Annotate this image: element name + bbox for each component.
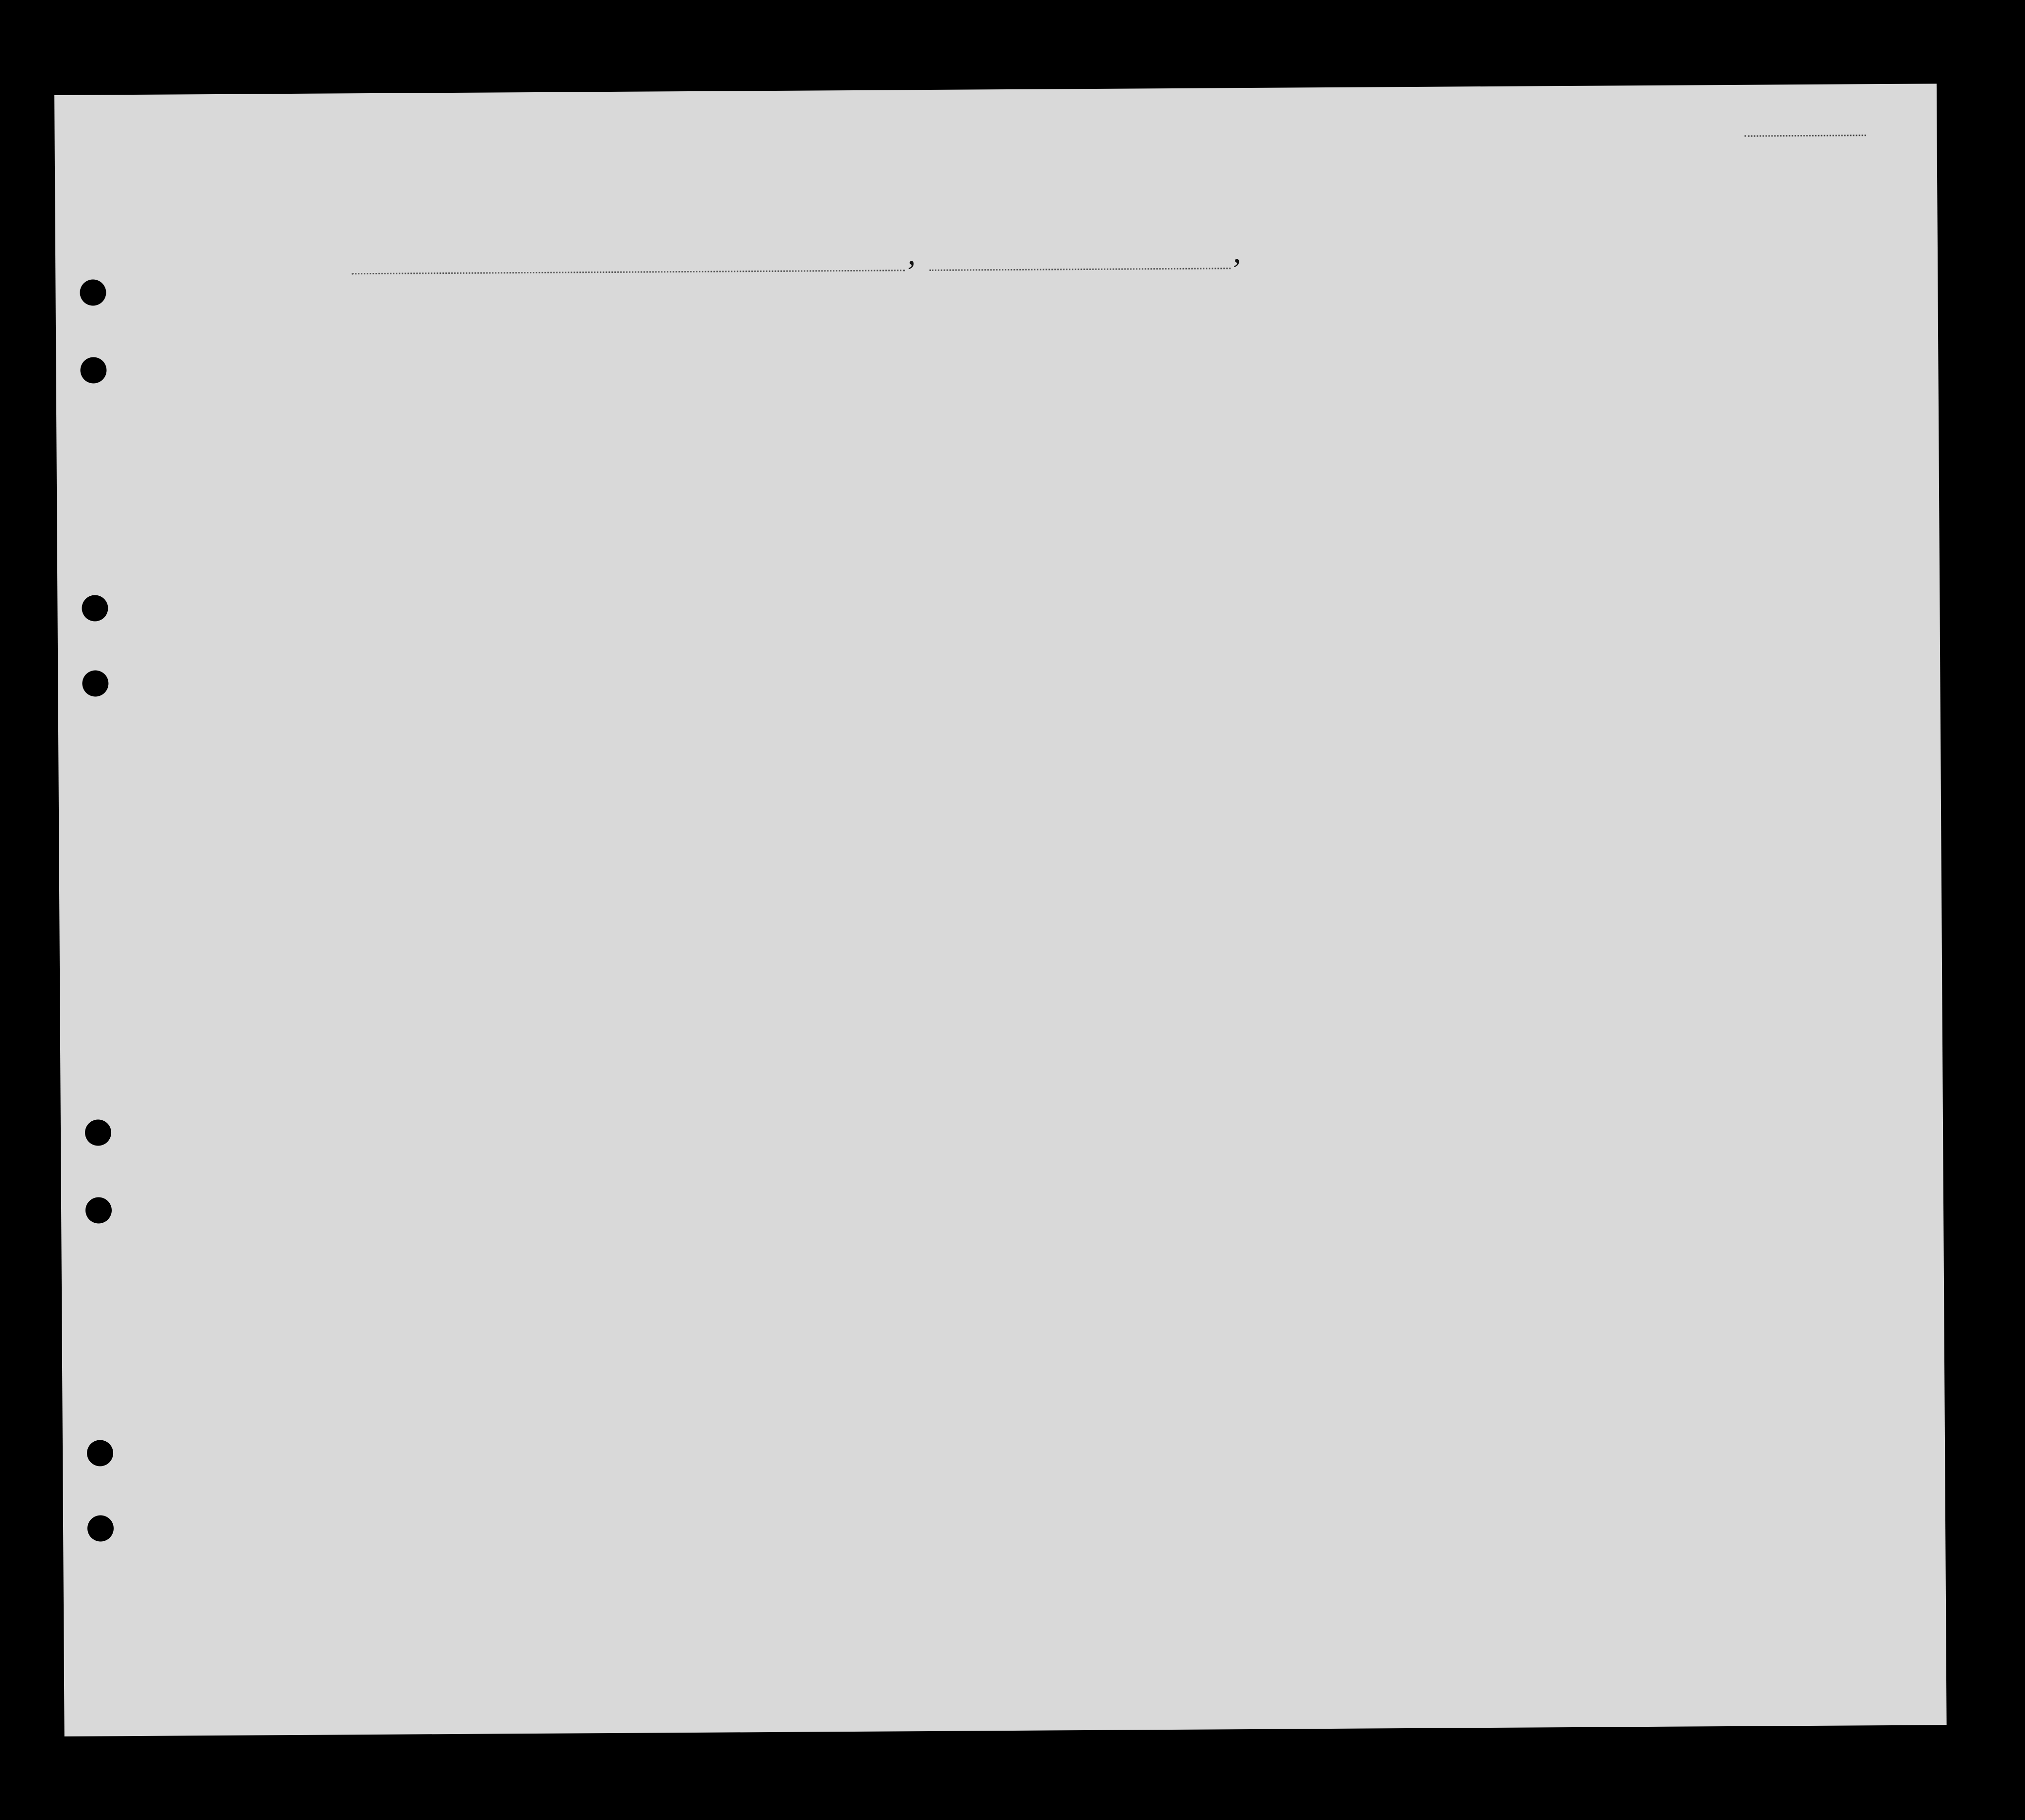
comma-separator: ,	[907, 236, 916, 272]
comma-separator: ,	[1232, 234, 1241, 270]
manifest-table	[54, 84, 1947, 1736]
manifest-sheet	[54, 84, 1947, 1736]
